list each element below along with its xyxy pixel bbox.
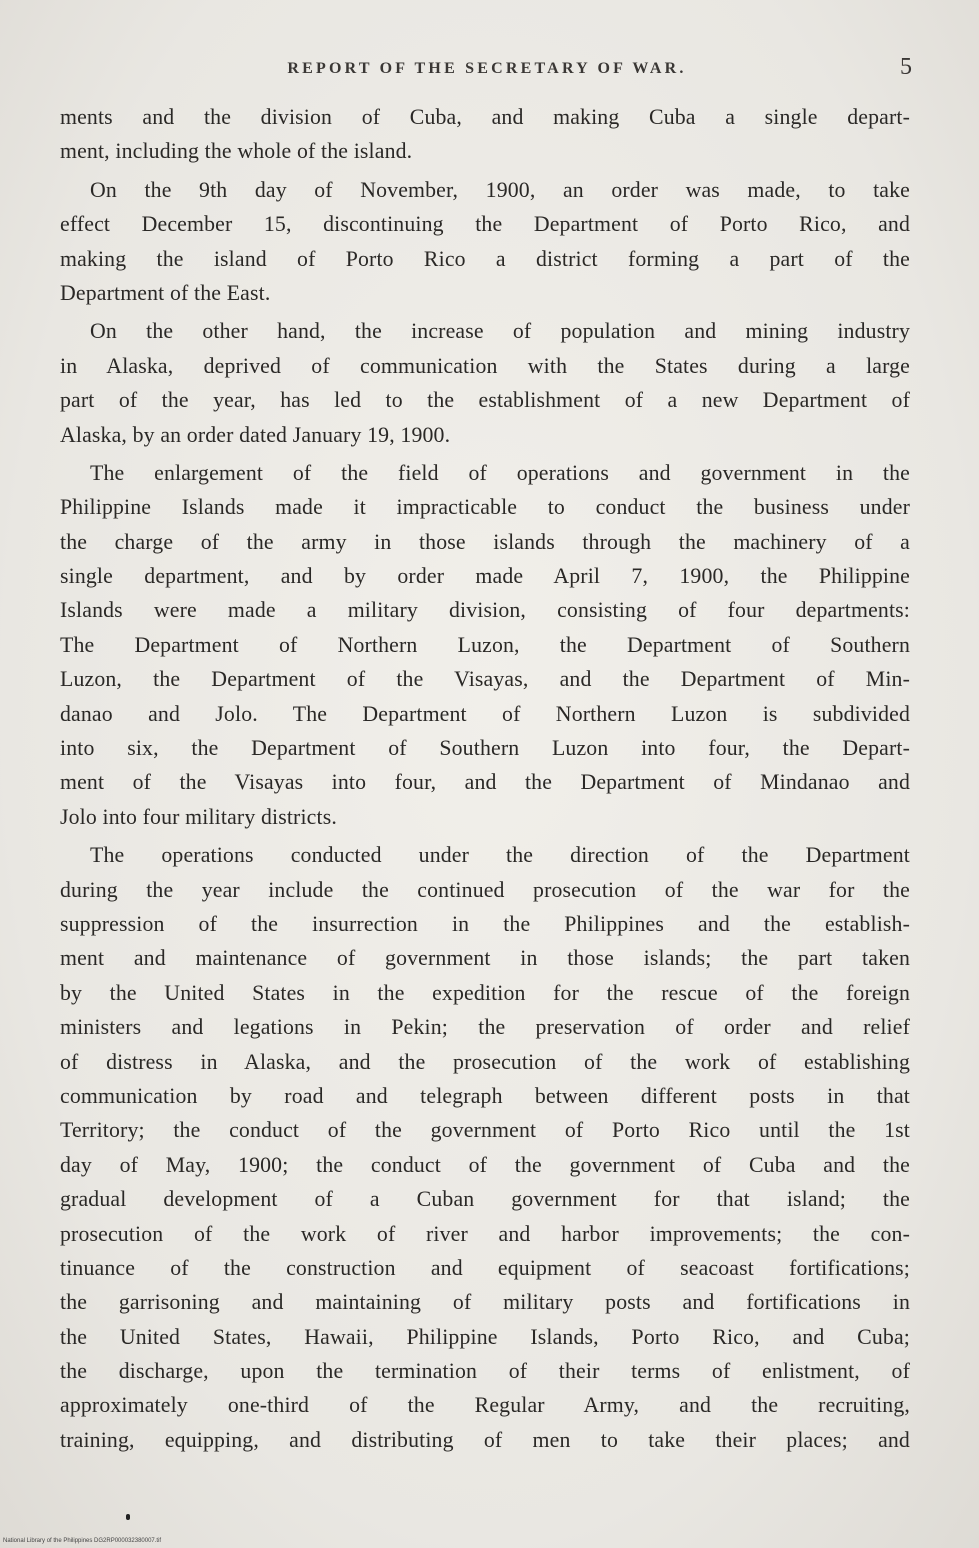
text-line: suppression of the insurrection in the Philippines and the establish-: [60, 911, 910, 936]
text-line: ment of the Visayas into four, and the Department of Mindanao and: [60, 770, 910, 795]
text-line: the garrisoning and maintaining of military posts and fortifications in: [60, 1290, 910, 1315]
text-line: The operations conducted under the direction of the Department: [90, 843, 910, 868]
text-line: the charge of the army in those islands through the machinery of a: [60, 529, 910, 554]
text-line: ments and the division of Cuba, and making Cuba a single depart-: [60, 105, 910, 129]
text-line: Philippine Islands made it impracticable to conduct the business under: [60, 495, 910, 520]
text-line: Territory; the conduct of the government of Porto Rico until the 1st: [60, 1118, 910, 1143]
text-line: Islands were made a military division, consisting of four departments:: [60, 598, 910, 623]
text-line: ment and maintenance of government in those islands; the part taken: [60, 946, 910, 971]
text-line: by the United States in the expedition for the rescue of the foreign: [60, 980, 910, 1005]
text-line: tinuance of the construction and equipment of seacoast fortifications;: [60, 1255, 910, 1280]
text-line: ment, including the whole of the island.: [60, 139, 413, 164]
text-line: Luzon, the Department of the Visayas, and the Department of Min-: [60, 667, 910, 692]
text-line: training, equipping, and distributing of men to take their places; and: [60, 1427, 910, 1452]
text-line: making the island of Porto Rico a district forming a part of the: [60, 246, 910, 271]
text-line: The enlargement of the field of operations and government in the: [90, 460, 910, 485]
text-line: of distress in Alaska, and the prosecution of the work of establishing: [60, 1049, 910, 1074]
page-header: [62, 56, 912, 90]
text-line: prosecution of the work of river and harbor improvements; the con-: [60, 1221, 910, 1246]
ink-spot: [126, 1514, 130, 1520]
text-line: The Department of Northern Luzon, the Department of Southern: [60, 632, 910, 657]
text-line: approximately one-third of the Regular Army, and the recruiting,: [60, 1393, 910, 1418]
paragraph: [60, 100, 910, 169]
text-line: day of May, 1900; the conduct of the government of Cuba and the: [60, 1152, 910, 1177]
body-text: [60, 100, 910, 1457]
text-line: single department, and by order made April 7, 1900, the Philippine: [60, 564, 910, 589]
text-line: communication by road and telegraph between different posts in that: [60, 1083, 910, 1108]
text-line: during the year include the continued prosecution of the war for the: [60, 877, 910, 902]
text-line: the United States, Hawaii, Philippine Islands, Porto Rico, and Cuba;: [60, 1324, 910, 1349]
text-line: On the 9th day of November, 1900, an order was made, to take: [90, 177, 910, 202]
page-number: 5: [900, 54, 912, 80]
text-line: Jolo into four military districts.: [60, 804, 337, 829]
text-line: in Alaska, deprived of communication with the States during a large: [60, 353, 910, 378]
running-head: REPORT OF THE SECRETARY OF WAR.: [287, 60, 687, 77]
text-line: the discharge, upon the termination of their terms of enlistment, of: [60, 1359, 910, 1384]
text-line: Alaska, by an order dated January 19, 1900.: [60, 422, 451, 447]
paragraph: [60, 456, 910, 834]
text-line: danao and Jolo. The Department of Northern Luzon is subdivided: [60, 701, 910, 726]
scan-identifier: National Library of the Philippines DG2RP000032380007.tif: [3, 1538, 162, 1544]
paragraph: [60, 173, 910, 311]
text-line: effect December 15, discontinuing the Department of Porto Rico, and: [60, 212, 910, 237]
text-line: On the other hand, the increase of population and mining industry: [90, 319, 910, 344]
text-line: ministers and legations in Pekin; the preservation of order and relief: [60, 1015, 910, 1040]
text-line: gradual development of a Cuban government for that island; the: [60, 1187, 910, 1212]
text-line: into six, the Department of Southern Luzon into four, the Depart-: [60, 736, 910, 761]
text-line: part of the year, has led to the establishment of a new Department of: [60, 388, 910, 413]
text-line: Department of the East.: [60, 280, 271, 305]
paragraph: [60, 314, 910, 452]
paragraph: [60, 838, 910, 1457]
